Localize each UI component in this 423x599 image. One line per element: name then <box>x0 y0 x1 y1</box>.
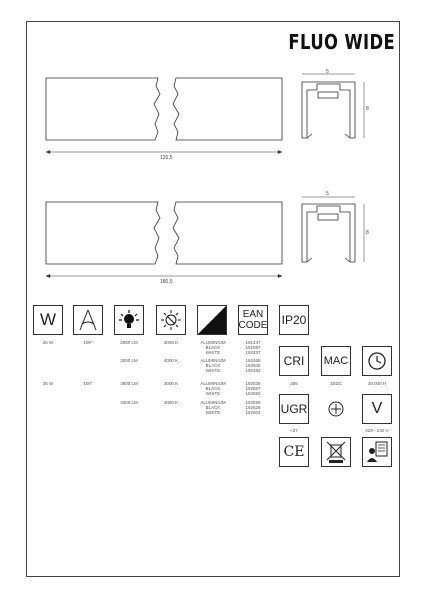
watt-icon: W <box>33 305 63 335</box>
mac-icon: MAC <box>321 346 351 376</box>
lifetime-value: 30.000 H <box>367 381 387 386</box>
row-3-lumen: 3800 LM <box>120 381 138 386</box>
profile-2-length-label: 180,5 <box>160 279 173 285</box>
row-2-kelvin: 4000 K <box>163 358 179 363</box>
row-2-lumen: 3000 LM <box>120 358 138 363</box>
row-2-codes: 192468 192505 192482 <box>245 358 261 373</box>
profile-1-height-label: 8 <box>366 106 369 112</box>
ugr-icon: UGR <box>279 394 309 424</box>
row-4-codes: 192598 192628 192604 <box>245 400 261 415</box>
cri-value: ≥85 <box>290 381 298 386</box>
row-4-kelvin: 4000 K <box>163 400 179 405</box>
mac-value: 3SDC <box>329 381 342 386</box>
profile-1-side-view <box>46 78 282 140</box>
profile-2-side-view <box>46 202 282 264</box>
row-3-kelvin: 3000 K <box>163 381 179 386</box>
profile-1-width-label: 5 <box>326 69 329 75</box>
clock-icon <box>362 346 392 376</box>
row-4-finish: ALUMINIUM BLACK WHITE <box>200 400 226 415</box>
lumen-bulb-icon <box>114 305 144 335</box>
finish-color-icon <box>197 305 227 335</box>
row-1-codes: 191447 191997 192437 <box>245 340 261 355</box>
profile-2-height-label: 8 <box>366 230 369 236</box>
ce-mark-icon: CE <box>279 437 309 467</box>
profile-2-width-label: 5 <box>326 191 329 197</box>
ean-code-icon: EAN CODE <box>238 305 268 335</box>
voltage-value: 220 - 240 V <box>365 428 389 433</box>
cri-icon: CRI <box>279 346 309 376</box>
profile-1-length-dimension <box>46 151 282 154</box>
row-1-angle: 100° <box>83 340 93 345</box>
row-3-angle: 100° <box>83 381 93 386</box>
row-3-watt: 36 W <box>42 381 54 386</box>
color-temperature-icon <box>156 305 186 335</box>
profile-2-length-dimension <box>46 275 282 278</box>
voltage-icon: V <box>362 394 392 424</box>
profile-1-cross-section <box>302 82 355 138</box>
ip-rating-icon: IP20 <box>279 305 309 335</box>
row-1-watt: 26 W <box>42 340 54 345</box>
weee-bin-icon <box>321 437 351 467</box>
row-1-lumen: 2800 LM <box>120 340 138 345</box>
ugr-value: <27 <box>290 428 298 433</box>
row-1-finish: ALUMINIUM BLACK WHITE <box>200 340 226 355</box>
row-3-codes: 192536 192567 192550 <box>245 381 261 396</box>
product-title: FLUO WIDE <box>288 30 395 54</box>
row-4-lumen: 4000 LM <box>120 400 138 405</box>
dimmable-icon <box>321 394 351 424</box>
row-1-kelvin: 3000 K <box>163 340 179 345</box>
beam-angle-icon <box>73 305 103 335</box>
row-3-finish: ALUMINIUM BLACK WHITE <box>200 381 226 396</box>
profile-1-length-label: 120,5 <box>160 155 173 161</box>
row-2-finish: ALUMINIUM BLACK WHITE <box>200 358 226 373</box>
profile-2-cross-section <box>302 204 355 262</box>
instruction-manual-icon <box>362 437 392 467</box>
